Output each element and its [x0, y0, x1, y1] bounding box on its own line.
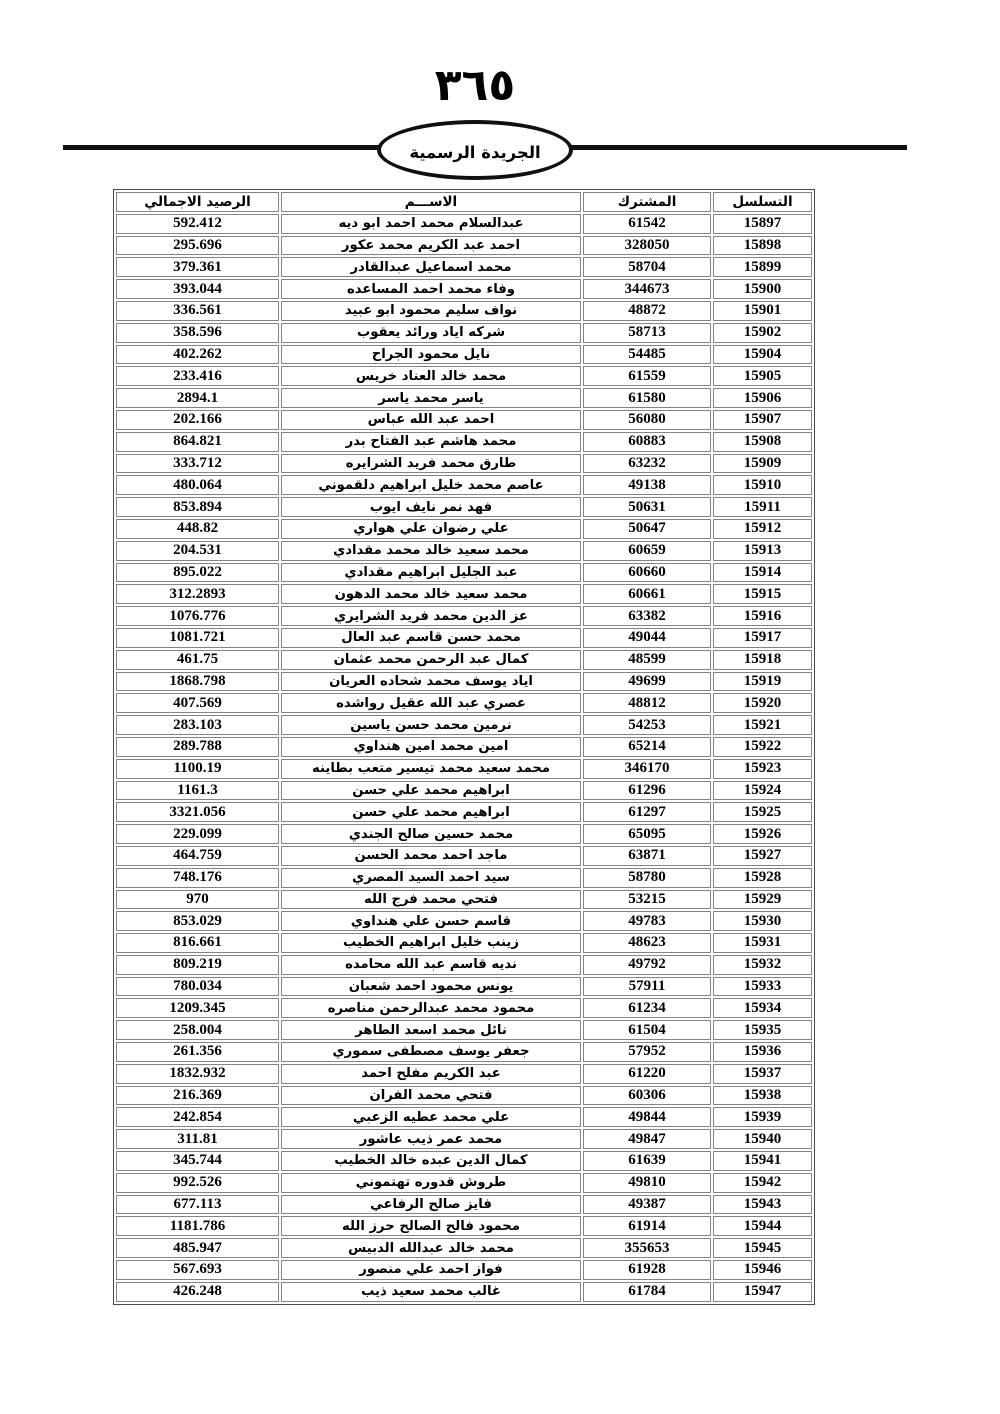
- header-serial: التسلسل: [713, 192, 812, 212]
- subscribers-table: [113, 189, 815, 1305]
- subscriber-cell: 49387: [583, 1195, 711, 1215]
- table-row: [116, 323, 812, 343]
- balance-cell: 283.103: [116, 715, 279, 735]
- serial-cell: 15921: [713, 715, 812, 735]
- serial-cell: 15919: [713, 672, 812, 692]
- subscribers-table-wrap: [113, 189, 815, 1305]
- table-row: [116, 868, 812, 888]
- serial-cell: 15930: [713, 911, 812, 931]
- gazette-banner-oval: [377, 120, 573, 180]
- table-row: [116, 693, 812, 713]
- table-row: [116, 672, 812, 692]
- table-row: [116, 1238, 812, 1258]
- table-row: [116, 1129, 812, 1149]
- table-row: [116, 1042, 812, 1062]
- balance-cell: 393.044: [116, 279, 279, 299]
- subscriber-cell: 53215: [583, 890, 711, 910]
- subscriber-cell: 57911: [583, 977, 711, 997]
- serial-cell: 15926: [713, 824, 812, 844]
- balance-cell: 1161.3: [116, 781, 279, 801]
- name-cell: علي رضوان علي هواري: [281, 519, 581, 539]
- balance-cell: 204.531: [116, 541, 279, 561]
- serial-cell: 15909: [713, 454, 812, 474]
- serial-cell: 15897: [713, 214, 812, 234]
- serial-cell: 15932: [713, 955, 812, 975]
- serial-cell: 15916: [713, 606, 812, 626]
- name-cell: محمد خالد عبدالله الدبيس: [281, 1238, 581, 1258]
- balance-cell: 407.569: [116, 693, 279, 713]
- balance-cell: 229.099: [116, 824, 279, 844]
- table-row: [116, 563, 812, 583]
- table-row: [116, 628, 812, 648]
- balance-cell: 1209.345: [116, 998, 279, 1018]
- subscriber-cell: 48599: [583, 650, 711, 670]
- subscriber-cell: 49810: [583, 1173, 711, 1193]
- name-cell: غالب محمد سعيد ذيب: [281, 1282, 581, 1302]
- name-cell: ماجد احمد محمد الحسن: [281, 846, 581, 866]
- balance-cell: 809.219: [116, 955, 279, 975]
- balance-cell: 1100.19: [116, 759, 279, 779]
- table-row: [116, 890, 812, 910]
- name-cell: عز الدين محمد فريد الشرايري: [281, 606, 581, 626]
- header-name: الاســـم: [281, 192, 581, 212]
- name-cell: علي محمد عطيه الزعبي: [281, 1107, 581, 1127]
- serial-cell: 15908: [713, 432, 812, 452]
- balance-cell: 448.82: [116, 519, 279, 539]
- name-cell: قاسم حسن علي هنداوي: [281, 911, 581, 931]
- subscriber-cell: 65214: [583, 737, 711, 757]
- subscriber-cell: 61914: [583, 1216, 711, 1236]
- name-cell: محمد عمر ذيب عاشور: [281, 1129, 581, 1149]
- serial-cell: 15940: [713, 1129, 812, 1149]
- table-row: [116, 1216, 812, 1236]
- table-row: [116, 1195, 812, 1215]
- balance-cell: 216.369: [116, 1086, 279, 1106]
- balance-cell: 333.712: [116, 454, 279, 474]
- name-cell: احمد عبد الكريم محمد عكور: [281, 236, 581, 256]
- name-cell: عبدالسلام محمد احمد ابو ديه: [281, 214, 581, 234]
- table-row: [116, 584, 812, 604]
- balance-cell: 816.661: [116, 933, 279, 953]
- table-row: [116, 432, 812, 452]
- table-row: [116, 257, 812, 277]
- balance-cell: 864.821: [116, 432, 279, 452]
- name-cell: محمود محمد عبدالرحمن مناصره: [281, 998, 581, 1018]
- serial-cell: 15946: [713, 1260, 812, 1280]
- header-balance: الرصيد الاجمالي: [116, 192, 279, 212]
- serial-cell: 15905: [713, 366, 812, 386]
- table-row: [116, 715, 812, 735]
- name-cell: عبد الكريم مفلح احمد: [281, 1064, 581, 1084]
- balance-cell: 970: [116, 890, 279, 910]
- table-row: [116, 1151, 812, 1171]
- name-cell: عصري عبد الله عقيل رواشده: [281, 693, 581, 713]
- name-cell: امين محمد امين هنداوي: [281, 737, 581, 757]
- balance-cell: 1868.798: [116, 672, 279, 692]
- serial-cell: 15900: [713, 279, 812, 299]
- subscriber-cell: 63871: [583, 846, 711, 866]
- serial-cell: 15922: [713, 737, 812, 757]
- serial-cell: 15934: [713, 998, 812, 1018]
- serial-cell: 15899: [713, 257, 812, 277]
- name-cell: نائل محمد اسعد الطاهر: [281, 1020, 581, 1040]
- subscriber-cell: 49844: [583, 1107, 711, 1127]
- subscriber-cell: 49783: [583, 911, 711, 931]
- subscriber-cell: 65095: [583, 824, 711, 844]
- serial-cell: 15944: [713, 1216, 812, 1236]
- subscriber-cell: 49138: [583, 475, 711, 495]
- serial-cell: 15939: [713, 1107, 812, 1127]
- balance-cell: 202.166: [116, 410, 279, 430]
- subscriber-cell: 328050: [583, 236, 711, 256]
- name-cell: فهد نمر نايف ايوب: [281, 497, 581, 517]
- name-cell: محمد اسماعيل عبدالقادر: [281, 257, 581, 277]
- subscriber-cell: 48872: [583, 301, 711, 321]
- serial-cell: 15928: [713, 868, 812, 888]
- name-cell: فتحي محمد فرج الله: [281, 890, 581, 910]
- header-subscriber: المشترك: [583, 192, 711, 212]
- subscriber-cell: 61504: [583, 1020, 711, 1040]
- name-cell: طروش قدوره تهتموني: [281, 1173, 581, 1193]
- name-cell: احمد عبد الله عباس: [281, 410, 581, 430]
- name-cell: عاصم محمد خليل ابراهيم دلقموني: [281, 475, 581, 495]
- table-row: [116, 1086, 812, 1106]
- balance-cell: 592.412: [116, 214, 279, 234]
- name-cell: محمد هاشم عبد الفتاح بدر: [281, 432, 581, 452]
- balance-cell: 480.064: [116, 475, 279, 495]
- balance-cell: 1181.786: [116, 1216, 279, 1236]
- serial-cell: 15941: [713, 1151, 812, 1171]
- gazette-title: الجريدة الرسمية: [409, 142, 541, 162]
- subscriber-cell: 60661: [583, 584, 711, 604]
- serial-cell: 15945: [713, 1238, 812, 1258]
- serial-cell: 15931: [713, 933, 812, 953]
- serial-cell: 15911: [713, 497, 812, 517]
- subscriber-cell: 48812: [583, 693, 711, 713]
- balance-cell: 1076.776: [116, 606, 279, 626]
- name-cell: عبد الجليل ابراهيم مقدادي: [281, 563, 581, 583]
- balance-cell: 780.034: [116, 977, 279, 997]
- serial-cell: 15937: [713, 1064, 812, 1084]
- serial-cell: 15914: [713, 563, 812, 583]
- balance-cell: 258.004: [116, 1020, 279, 1040]
- name-cell: نايل محمود الجراح: [281, 345, 581, 365]
- serial-cell: 15947: [713, 1282, 812, 1302]
- serial-cell: 15910: [713, 475, 812, 495]
- table-row: [116, 650, 812, 670]
- balance-cell: 358.596: [116, 323, 279, 343]
- table-row: [116, 541, 812, 561]
- serial-cell: 15935: [713, 1020, 812, 1040]
- balance-cell: 992.526: [116, 1173, 279, 1193]
- serial-cell: 15923: [713, 759, 812, 779]
- subscriber-cell: 61639: [583, 1151, 711, 1171]
- subscriber-cell: 60883: [583, 432, 711, 452]
- subscriber-cell: 50631: [583, 497, 711, 517]
- table-row: [116, 475, 812, 495]
- table-row: [116, 214, 812, 234]
- balance-cell: 261.356: [116, 1042, 279, 1062]
- subscriber-cell: 49792: [583, 955, 711, 975]
- table-row: [116, 606, 812, 626]
- balance-cell: 336.561: [116, 301, 279, 321]
- name-cell: نديه قاسم عبد الله محامده: [281, 955, 581, 975]
- balance-cell: 379.361: [116, 257, 279, 277]
- name-cell: شركه اياد ورائد يعقوب: [281, 323, 581, 343]
- name-cell: محمود فالح الصالح حرز الله: [281, 1216, 581, 1236]
- subscriber-cell: 355653: [583, 1238, 711, 1258]
- balance-cell: 853.894: [116, 497, 279, 517]
- subscriber-cell: 57952: [583, 1042, 711, 1062]
- table-row: [116, 759, 812, 779]
- subscriber-cell: 48623: [583, 933, 711, 953]
- table-row: [116, 388, 812, 408]
- balance-cell: 2894.1: [116, 388, 279, 408]
- subscriber-cell: 54253: [583, 715, 711, 735]
- subscriber-cell: 61220: [583, 1064, 711, 1084]
- name-cell: اياد يوسف محمد شحاده العريان: [281, 672, 581, 692]
- table-row: [116, 802, 812, 822]
- serial-cell: 15942: [713, 1173, 812, 1193]
- serial-cell: 15924: [713, 781, 812, 801]
- name-cell: فواز احمد علي منصور: [281, 1260, 581, 1280]
- subscriber-cell: 61559: [583, 366, 711, 386]
- name-cell: محمد سعيد خالد محمد مقدادي: [281, 541, 581, 561]
- table-row: [116, 1260, 812, 1280]
- name-cell: فتحي محمد الفران: [281, 1086, 581, 1106]
- table-row: [116, 911, 812, 931]
- subscriber-cell: 63382: [583, 606, 711, 626]
- balance-cell: 289.788: [116, 737, 279, 757]
- name-cell: يونس محمود احمد شعبان: [281, 977, 581, 997]
- balance-cell: 402.262: [116, 345, 279, 365]
- balance-cell: 295.696: [116, 236, 279, 256]
- serial-cell: 15907: [713, 410, 812, 430]
- subscriber-cell: 61928: [583, 1260, 711, 1280]
- serial-cell: 15943: [713, 1195, 812, 1215]
- subscriber-cell: 56080: [583, 410, 711, 430]
- subscriber-cell: 63232: [583, 454, 711, 474]
- name-cell: محمد خالد العناد خريس: [281, 366, 581, 386]
- table-row: [116, 1107, 812, 1127]
- subscriber-cell: 54485: [583, 345, 711, 365]
- name-cell: محمد حسن قاسم عبد العال: [281, 628, 581, 648]
- balance-cell: 567.693: [116, 1260, 279, 1280]
- serial-cell: 15920: [713, 693, 812, 713]
- subscriber-cell: 61580: [583, 388, 711, 408]
- name-cell: وفاء محمد احمد المساعده: [281, 279, 581, 299]
- subscriber-cell: 61542: [583, 214, 711, 234]
- table-row: [116, 998, 812, 1018]
- table-row: [116, 781, 812, 801]
- serial-cell: 15918: [713, 650, 812, 670]
- subscriber-cell: 60659: [583, 541, 711, 561]
- table-row: [116, 824, 812, 844]
- serial-cell: 15929: [713, 890, 812, 910]
- subscriber-cell: 58713: [583, 323, 711, 343]
- table-row: [116, 519, 812, 539]
- table-body: [116, 214, 812, 1302]
- table-row: [116, 955, 812, 975]
- table-row: [116, 497, 812, 517]
- name-cell: نرمين محمد حسن ياسين: [281, 715, 581, 735]
- table-row: [116, 1020, 812, 1040]
- balance-cell: 345.744: [116, 1151, 279, 1171]
- table-row: [116, 933, 812, 953]
- name-cell: زينب خليل ابراهيم الخطيب: [281, 933, 581, 953]
- balance-cell: 3321.056: [116, 802, 279, 822]
- table-row: [116, 236, 812, 256]
- name-cell: طارق محمد فريد الشرايره: [281, 454, 581, 474]
- balance-cell: 461.75: [116, 650, 279, 670]
- subscriber-cell: 60306: [583, 1086, 711, 1106]
- name-cell: جعفر يوسف مصطفى سموري: [281, 1042, 581, 1062]
- subscriber-cell: 58704: [583, 257, 711, 277]
- table-row: [116, 301, 812, 321]
- serial-cell: 15902: [713, 323, 812, 343]
- balance-cell: 312.2893: [116, 584, 279, 604]
- balance-cell: 426.248: [116, 1282, 279, 1302]
- name-cell: كمال عبد الرحمن محمد عثمان: [281, 650, 581, 670]
- table-row: [116, 1064, 812, 1084]
- name-cell: فايز صالح الرفاعي: [281, 1195, 581, 1215]
- balance-cell: 1081.721: [116, 628, 279, 648]
- subscriber-cell: 61784: [583, 1282, 711, 1302]
- name-cell: ياسر محمد ياسر: [281, 388, 581, 408]
- subscriber-cell: 344673: [583, 279, 711, 299]
- serial-cell: 15927: [713, 846, 812, 866]
- serial-cell: 15912: [713, 519, 812, 539]
- serial-cell: 15904: [713, 345, 812, 365]
- table-header-row: [116, 192, 812, 212]
- serial-cell: 15938: [713, 1086, 812, 1106]
- serial-cell: 15898: [713, 236, 812, 256]
- balance-cell: 233.416: [116, 366, 279, 386]
- name-cell: نواف سليم محمود ابو عبيد: [281, 301, 581, 321]
- balance-cell: 895.022: [116, 563, 279, 583]
- name-cell: ابراهيم محمد علي حسن: [281, 781, 581, 801]
- serial-cell: 15917: [713, 628, 812, 648]
- name-cell: كمال الدين عبده خالد الخطيب: [281, 1151, 581, 1171]
- name-cell: سيد احمد السيد المصري: [281, 868, 581, 888]
- balance-cell: 242.854: [116, 1107, 279, 1127]
- subscriber-cell: 58780: [583, 868, 711, 888]
- table-row: [116, 1282, 812, 1302]
- balance-cell: 311.81: [116, 1129, 279, 1149]
- balance-cell: 748.176: [116, 868, 279, 888]
- subscriber-cell: 61296: [583, 781, 711, 801]
- table-row: [116, 345, 812, 365]
- balance-cell: 464.759: [116, 846, 279, 866]
- table-row: [116, 279, 812, 299]
- subscriber-cell: 49847: [583, 1129, 711, 1149]
- serial-cell: 15901: [713, 301, 812, 321]
- table-row: [116, 846, 812, 866]
- table-row: [116, 1173, 812, 1193]
- subscriber-cell: 61234: [583, 998, 711, 1018]
- balance-cell: 853.029: [116, 911, 279, 931]
- table-row: [116, 737, 812, 757]
- table-row: [116, 454, 812, 474]
- serial-cell: 15936: [713, 1042, 812, 1062]
- page-number: ٣٦٥: [434, 60, 516, 111]
- table-row: [116, 366, 812, 386]
- subscriber-cell: 60660: [583, 563, 711, 583]
- table-row: [116, 977, 812, 997]
- name-cell: محمد سعيد خالد محمد الدهون: [281, 584, 581, 604]
- subscriber-cell: 61297: [583, 802, 711, 822]
- serial-cell: 15913: [713, 541, 812, 561]
- balance-cell: 485.947: [116, 1238, 279, 1258]
- subscriber-cell: 49699: [583, 672, 711, 692]
- serial-cell: 15925: [713, 802, 812, 822]
- serial-cell: 15906: [713, 388, 812, 408]
- table-row: [116, 410, 812, 430]
- serial-cell: 15933: [713, 977, 812, 997]
- serial-cell: 15915: [713, 584, 812, 604]
- name-cell: محمد حسين صالح الجندي: [281, 824, 581, 844]
- name-cell: محمد سعيد محمد تيسير متعب بطاينه: [281, 759, 581, 779]
- name-cell: ابراهيم محمد علي حسن: [281, 802, 581, 822]
- subscriber-cell: 49044: [583, 628, 711, 648]
- subscriber-cell: 50647: [583, 519, 711, 539]
- subscriber-cell: 346170: [583, 759, 711, 779]
- balance-cell: 1832.932: [116, 1064, 279, 1084]
- balance-cell: 677.113: [116, 1195, 279, 1215]
